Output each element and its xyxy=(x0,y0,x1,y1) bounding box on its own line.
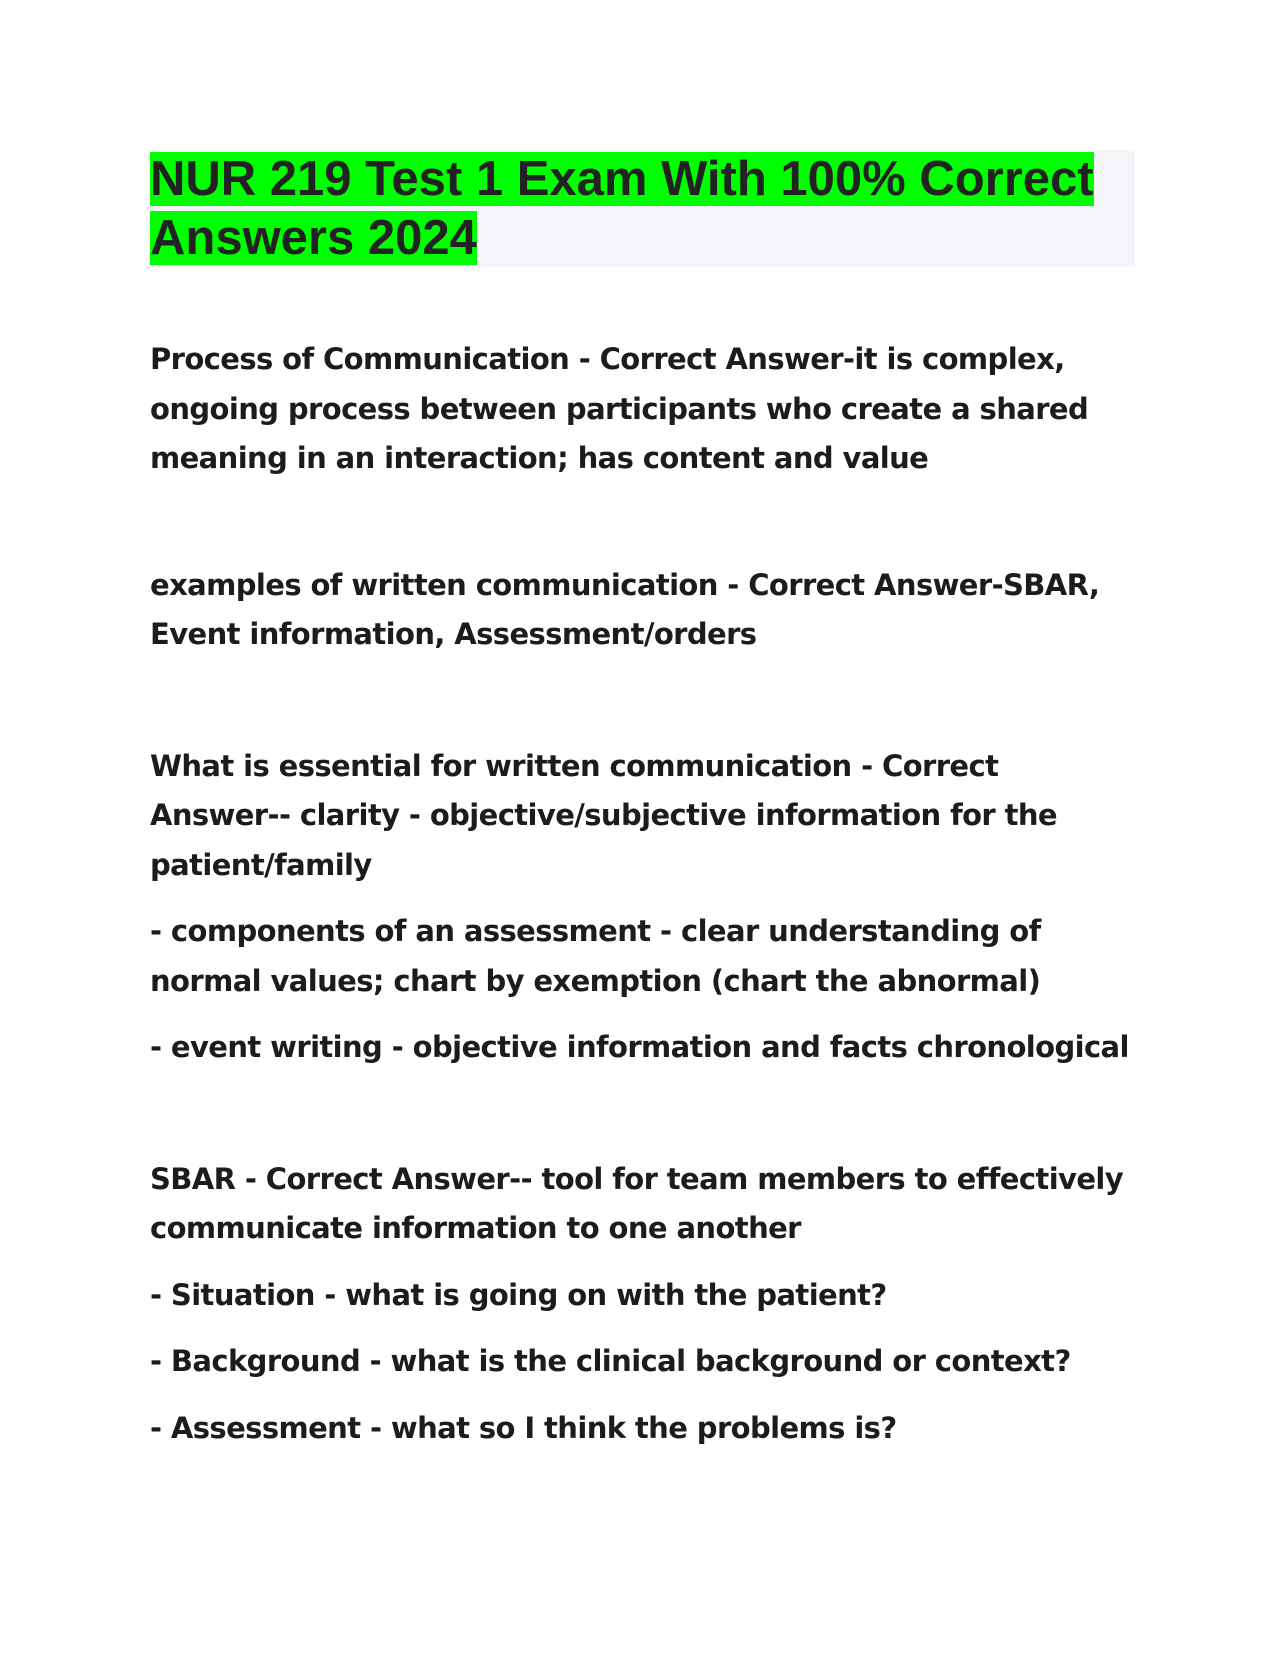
qa-subpoint: - event writing - objective information and facts chronological xyxy=(150,1030,1129,1064)
qa-entry-examples-written-communication xyxy=(150,561,1135,660)
title-block xyxy=(150,150,1135,267)
qa-entry-process-of-communication xyxy=(150,335,1135,484)
title-highlight: NUR 219 Test 1 Exam With 100% Correct Answers 2024 xyxy=(150,152,1094,265)
qa-subpoint: - Assessment - what so I think the problems is? xyxy=(150,1410,897,1445)
qa-text: What is essential for written communication - Correct Answer-- clarity - objective/subjective information for the patient/family xyxy=(150,748,1058,882)
qa-text: Process of Communication - Correct Answer-it is complex, ongoing process between participants who create a shared meaning in an interaction; has content and value xyxy=(150,342,1089,475)
qa-subpoint: - Situation - what is going on with the patient? xyxy=(150,1277,887,1312)
document-body xyxy=(150,335,1135,1453)
qa-entry-essential-written-communication xyxy=(150,742,1135,1073)
qa-subpoint: - Background - what is the clinical background or context? xyxy=(150,1344,1071,1378)
qa-text: SBAR - Correct Answer-- tool for team members to effectively communicate information to one another xyxy=(150,1161,1124,1245)
qa-entry-sbar xyxy=(150,1155,1135,1454)
qa-subpoint: - components of an assessment - clear understanding of normal values; chart by exemption (chart the abnormal) xyxy=(150,914,1041,998)
document-title xyxy=(150,150,1135,268)
qa-text: examples of written communication - Correct Answer-SBAR, Event information, Assessment/orders xyxy=(150,567,1100,651)
